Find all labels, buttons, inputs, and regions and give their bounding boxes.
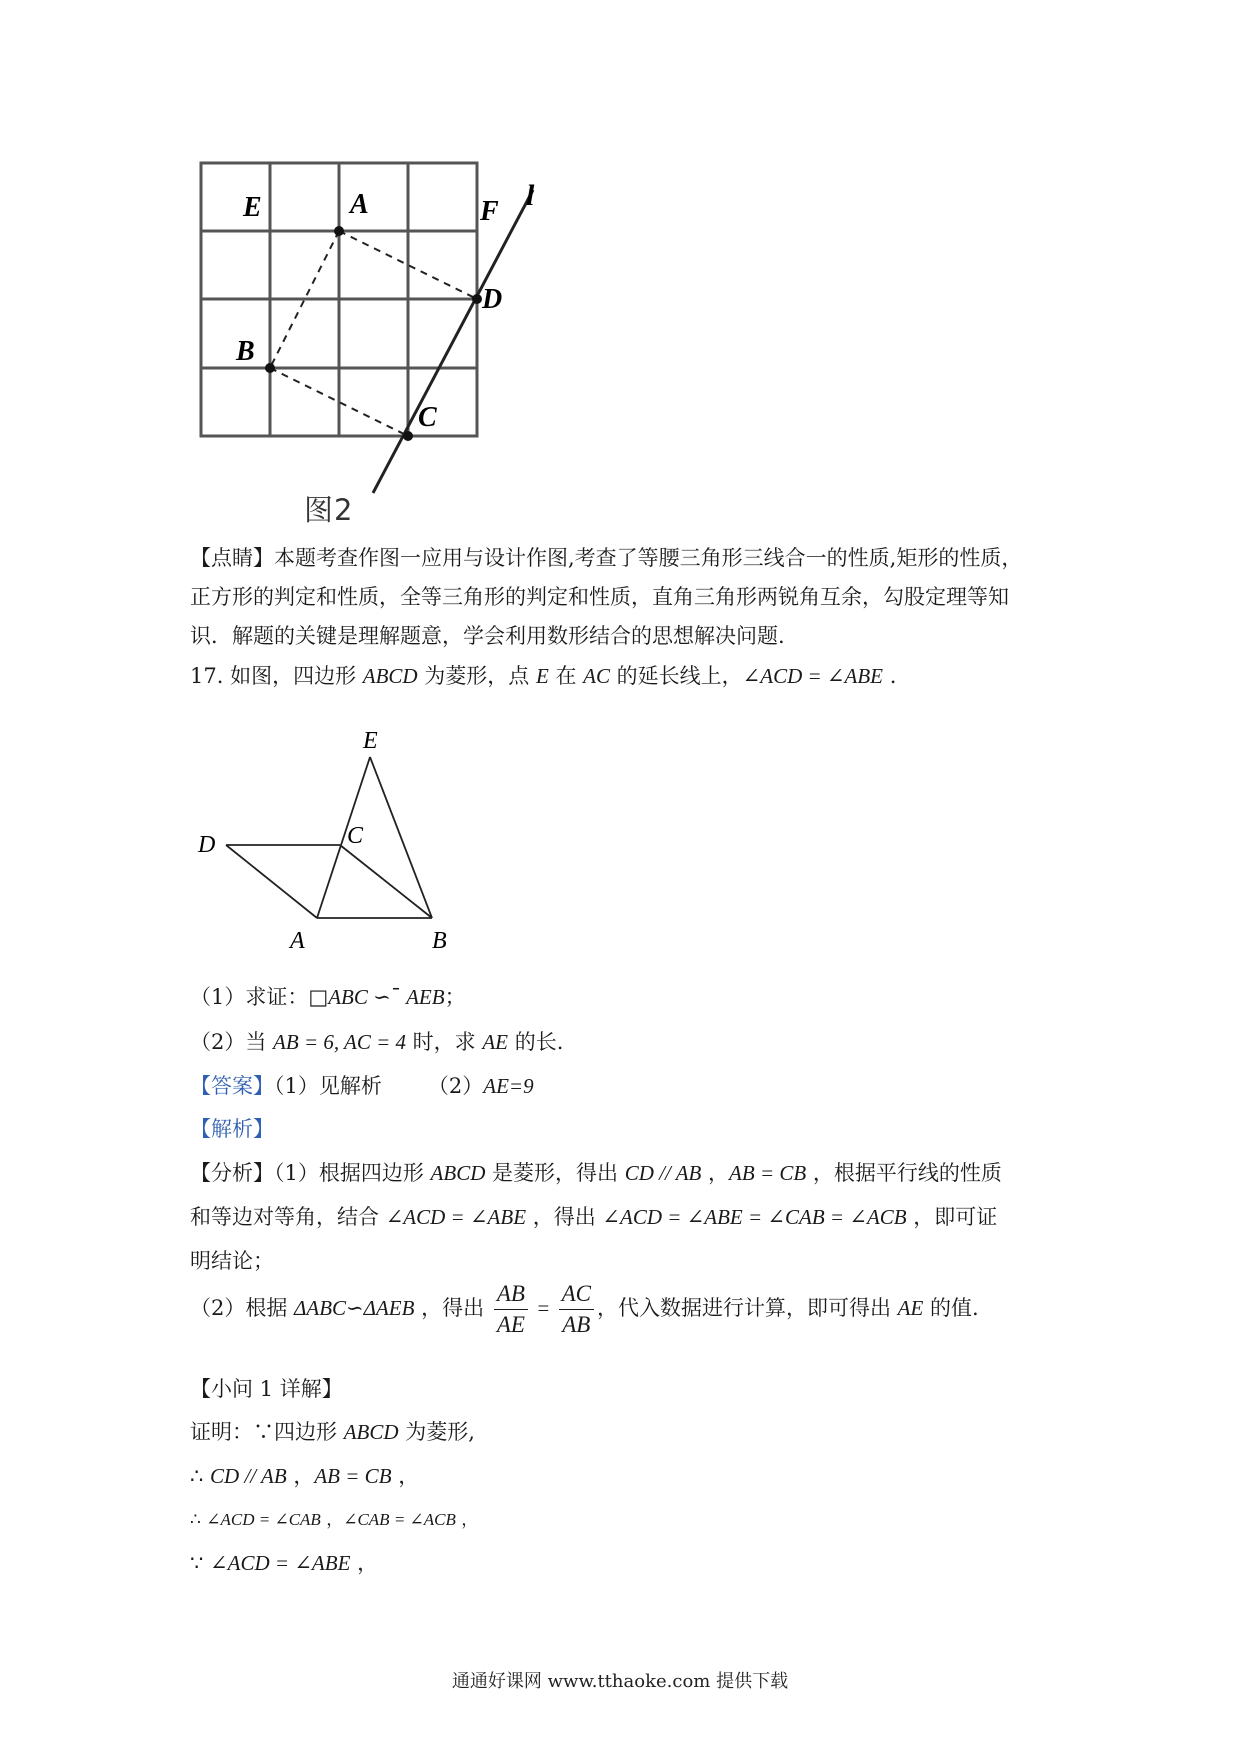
fraction-ab-ae [494, 1279, 528, 1340]
proof-line4 [190, 1549, 378, 1577]
q17-angle: ∠ACD = ∠ABE [742, 664, 884, 688]
fenxi-l2b: ，得出 [526, 1205, 603, 1229]
line-l [373, 190, 533, 493]
p1-math2: AEB [401, 985, 445, 1009]
figure-caption: 图2 [304, 493, 354, 527]
fenxi-l4-eq: = [530, 1296, 556, 1320]
fenxi-l4c: ，代入数据进行计算，即可得出 [596, 1296, 898, 1320]
proof3-a: ∴ [190, 1510, 207, 1530]
fenxi-line4 [190, 1276, 979, 1340]
proof2-b: ， [286, 1464, 315, 1488]
p2-mid: 时，求 [406, 1030, 483, 1054]
p1-prefix: （1）求证： [190, 985, 309, 1009]
answer-tag: 【答案】 [190, 1074, 274, 1098]
proof-line1 [190, 1418, 475, 1446]
fenxi-l1c: ， [701, 1161, 730, 1185]
jiexi-tag: 【解析】 [190, 1117, 274, 1141]
fraction1-numerator: AB [494, 1279, 528, 1310]
label-b2: B [432, 928, 447, 952]
point-d [472, 294, 482, 304]
fenxi-l2-m2: ∠ACD = ∠ABE = ∠CAB = ∠ACB [602, 1205, 907, 1229]
p2-math: AB = 6, AC = 4 [273, 1030, 406, 1054]
p2-end: 的长. [508, 1030, 564, 1054]
xiaowen-tag: 【小问 1 详解】 [190, 1377, 343, 1401]
fenxi-l2-m1: ∠ACD = ∠ABE [385, 1205, 527, 1229]
dashed-square [270, 231, 477, 436]
point-b [265, 363, 275, 373]
label-c2: C [347, 823, 364, 849]
label-f: F [480, 196, 499, 227]
rhombus-figure [190, 712, 490, 952]
proof-line3 [190, 1506, 478, 1534]
fenxi-l4a: （2）根据 [190, 1296, 295, 1320]
proof2-m1: CD // AB [210, 1464, 287, 1488]
proof4-m1: ∠ACD = ∠ABE [210, 1551, 351, 1575]
proof1-b: 为菱形, [398, 1420, 475, 1444]
part-2 [190, 1028, 563, 1056]
q17-end: . [883, 664, 897, 688]
fenxi-l1a: （1）根据四边形 [274, 1161, 431, 1185]
answer-1: （1）见解析 [274, 1074, 382, 1098]
fenxi-l4-m1: ΔABC∽ΔAEB [294, 1296, 415, 1320]
proof3-m1: ∠ACD = ∠CAB [206, 1510, 321, 1529]
label-e: E [243, 192, 262, 223]
fenxi-line3: 明结论； [190, 1249, 274, 1273]
label-a: A [350, 189, 369, 220]
p1-box2: ¯ [390, 985, 402, 1009]
point-a [334, 226, 344, 236]
fenxi-l4b: ，得出 [414, 1296, 491, 1320]
dianjing-text1: 本题考查作图一应用与设计作图,考查了等腰三角形三线合一的性质,矩形的性质， [274, 546, 1023, 570]
fenxi-l1b: 是菱形，得出 [485, 1161, 625, 1185]
q17-mid2: 在 [548, 664, 584, 688]
proof2-m2: AB = CB [314, 1464, 392, 1488]
fenxi-line1 [190, 1159, 1002, 1187]
fraction1-denominator: AE [496, 1312, 525, 1337]
proof2-c: ， [391, 1464, 420, 1488]
proof1-abcd: ABCD [343, 1420, 399, 1444]
page-footer: 通通好课网 www.tthaoke.com 提供下载 [451, 1671, 789, 1692]
fraction2-numerator: AC [559, 1279, 594, 1310]
fenxi-tag: 【分析】 [190, 1161, 274, 1185]
dianjing-line1 [190, 544, 1022, 572]
fraction2-denominator: AB [562, 1312, 591, 1337]
q17-e: E [535, 664, 549, 688]
proof3-b: ， [320, 1510, 344, 1530]
part-1 [190, 983, 466, 1011]
rhombus-lines [226, 757, 432, 918]
label-d2: D [198, 832, 216, 858]
p1-end: ； [444, 985, 466, 1009]
fraction-ac-ab [559, 1279, 594, 1340]
proof3-c: ， [455, 1510, 479, 1530]
dianjing-line3: 识．解题的关键是理解题意，学会利用数形结合的思想解决问题. [190, 624, 785, 648]
answer-2: （2） [427, 1074, 484, 1098]
q17-mid1: 为菱形，点 [417, 664, 536, 688]
q17-mid3: 的延长线上， [609, 664, 743, 688]
q17-ac: AC [583, 664, 610, 688]
dianjing-line2: 正方形的判定和性质，全等三角形的判定和性质，直角三角形两锐角互余，勾股定理等知 [190, 585, 1009, 609]
proof4-b: ， [350, 1551, 379, 1575]
fenxi-line2 [190, 1203, 997, 1231]
label-a2: A [290, 928, 305, 952]
fenxi-l1-abcd: ABCD [430, 1161, 486, 1185]
label-l: l [526, 179, 535, 212]
fenxi-l2a: 和等边对等角，结合 [190, 1205, 386, 1229]
answer-2-value: AE=9 [483, 1074, 534, 1098]
proof4-a: ∵ [190, 1551, 211, 1575]
dianjing-tag: 【点睛】 [190, 546, 274, 570]
fenxi-l4-ae: AE [897, 1296, 924, 1320]
q17-prefix: 17. 如图，四边形 [190, 664, 363, 688]
fenxi-l2c: ，即可证 [906, 1205, 998, 1229]
label-c: C [418, 402, 437, 433]
proof3-m2: ∠CAB = ∠ACB [343, 1510, 456, 1529]
proof-line2 [190, 1462, 419, 1490]
grid-figure [190, 150, 570, 500]
answer-line [190, 1072, 534, 1100]
label-e2: E [363, 728, 378, 754]
fenxi-l1d: ，根据平行线的性质 [806, 1161, 1002, 1185]
fenxi-l1-m2: AB = CB [729, 1161, 807, 1185]
fenxi-l4d: 的值. [923, 1296, 979, 1320]
point-c [403, 431, 413, 441]
q17-abcd: ABCD [362, 664, 418, 688]
p1-box: □ [308, 985, 329, 1009]
fenxi-l1-m1: CD // AB [624, 1161, 702, 1185]
proof1-a: 证明：∵四边形 [190, 1420, 344, 1444]
p1-math: ABC ∽ [328, 985, 391, 1009]
proof2-a: ∴ [190, 1464, 211, 1488]
label-b: B [236, 336, 255, 367]
question-17-stem [190, 662, 896, 690]
label-d: D [482, 284, 503, 315]
p2-prefix: （2）当 [190, 1030, 274, 1054]
p2-ae: AE [482, 1030, 509, 1054]
